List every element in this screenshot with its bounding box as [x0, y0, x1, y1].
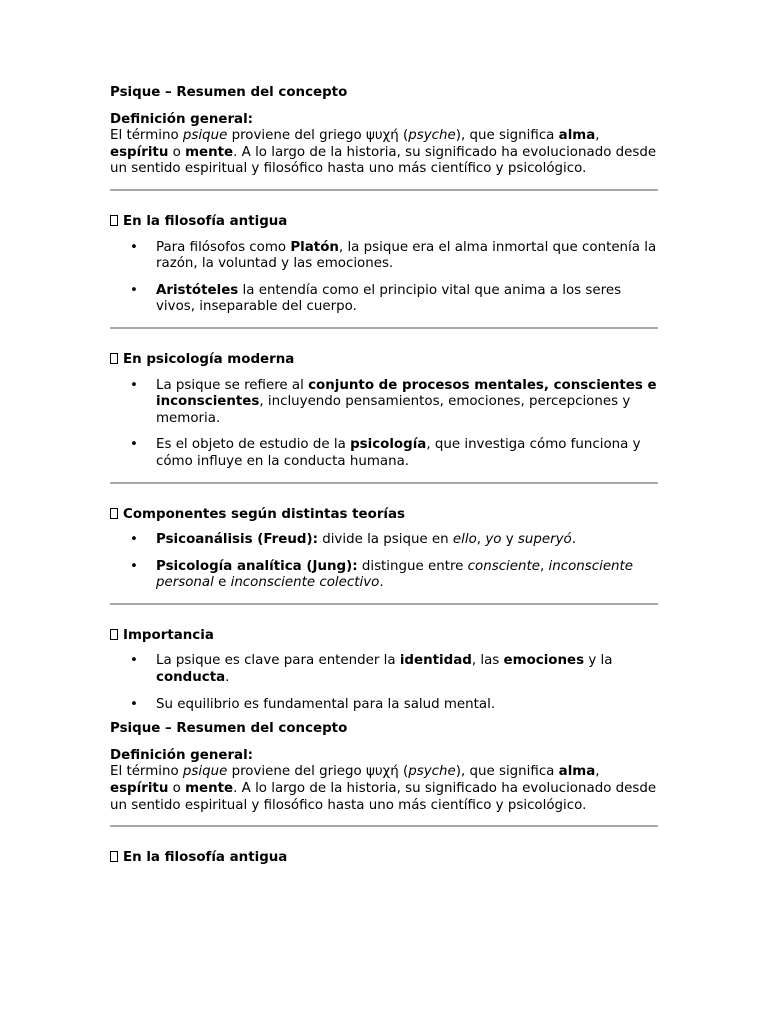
text-run: y [501, 532, 518, 548]
section-heading-filosofia-antigua-repeat [110, 850, 658, 867]
section-heading-componentes [110, 507, 658, 524]
list-item-text [156, 437, 641, 469]
missing-glyph-box-icon [110, 508, 118, 519]
list-item-text [156, 559, 633, 591]
text-run: , que investiga cómo funciona y cómo influye en la conducta humana. [156, 437, 641, 469]
text-run: Para filósofos como [156, 239, 291, 255]
text-run: proviene del griego ψυχή ( [227, 128, 409, 144]
list-item-text [156, 532, 576, 547]
list-item [110, 283, 658, 316]
italic-text: consciente [467, 558, 540, 574]
list-item [110, 653, 658, 686]
text-run: o [168, 781, 186, 797]
section-heading-filosofia-antigua [110, 214, 658, 231]
bold-text: espíritu [110, 144, 169, 160]
text-run: Su equilibrio es fundamental para la salud mental. [156, 696, 496, 712]
definition-heading: Definición general: [110, 111, 254, 127]
text-run: proviene del griego ψυχή ( [227, 764, 409, 780]
section-heading-label: En la filosofía antigua [123, 213, 288, 229]
missing-glyph-box-icon [110, 215, 118, 226]
text-run: . [379, 575, 384, 591]
document-title-repeat: Psique – Resumen del concepto [110, 721, 348, 737]
list-item-text [156, 378, 657, 426]
document-title: Psique – Resumen del concepto [110, 85, 348, 100]
text-run: la entendía como el principio vital que anima a los seres vivos, inseparable del cuerpo. [156, 282, 622, 315]
text-run: divide la psique en [317, 532, 453, 548]
text-run: , la psique era el alma inmortal que contenía la razón, la voluntad y las emociones. [156, 239, 657, 272]
section-divider [110, 603, 658, 605]
document-content [110, 85, 658, 876]
list-item [110, 532, 658, 549]
bullet-icon: • [130, 653, 138, 669]
italic-text: ello [452, 532, 477, 548]
text-run: La psique es clave para entender la [156, 653, 400, 669]
definition-text-repeat [110, 764, 658, 814]
definition-heading-repeat: Definición general: [110, 747, 254, 763]
italic-text: superyó [517, 532, 572, 548]
bullet-list [110, 240, 658, 316]
italic-text: inconsciente colectivo [230, 575, 380, 591]
bullet-list [110, 653, 658, 713]
list-item-text [156, 653, 612, 685]
text-run: El término [110, 128, 183, 144]
italic-text: yo [485, 532, 502, 548]
text-run: La psique se refiere al [156, 377, 309, 393]
bullet-icon: • [130, 558, 138, 574]
bold-text: alma [558, 764, 596, 780]
text-run: , [476, 532, 486, 548]
definition-text [110, 128, 658, 178]
text-run: , [595, 128, 600, 144]
italic-text: psyche [408, 128, 456, 144]
bullet-icon: • [130, 532, 138, 548]
list-item [110, 437, 658, 470]
bullet-icon: • [130, 437, 138, 453]
bold-text: conjunto de procesos mentales, conscientes e inconscientes [156, 377, 657, 410]
section-divider [110, 825, 658, 827]
text-run: . [225, 670, 230, 686]
italic-text: inconsciente personal [156, 558, 634, 591]
list-item [110, 697, 658, 714]
bold-text: conducta [156, 670, 226, 686]
bold-text: Aristóteles [156, 282, 239, 298]
text-run: distingue entre [357, 558, 468, 574]
bullet-icon: • [130, 696, 138, 712]
section-heading-label: En la filosofía antigua [123, 850, 288, 866]
text-run: ), que significa [455, 128, 559, 144]
text-run: . A lo largo de la historia, su significado ha evolucionado desde un sentido espiritual y filosófico hasta uno más científico y psicológico. [110, 781, 657, 813]
text-run: , [595, 764, 600, 780]
section-heading-label: Componentes según distintas teorías [123, 506, 406, 522]
bold-text: psicología [350, 437, 427, 453]
text-run: y la [584, 653, 613, 669]
text-run: ), que significa [455, 764, 559, 780]
missing-glyph-box-icon [110, 629, 118, 640]
text-run: . A lo largo de la historia, su significado ha evolucionado desde un sentido espiritual y filosófico hasta uno más científico y psicológico. [110, 144, 657, 177]
bold-text: Psicología analítica (Jung): [156, 558, 358, 574]
section-heading-label: Importancia [123, 627, 214, 643]
bold-text: identidad [399, 653, 472, 669]
text-run: El término [110, 764, 183, 780]
italic-text: psique [182, 128, 228, 144]
bold-text: emociones [503, 653, 585, 669]
bullet-list [110, 532, 658, 592]
section-divider [110, 189, 658, 191]
list-item [110, 559, 658, 592]
section-divider [110, 482, 658, 484]
text-run: , incluyendo pensamientos, emociones, percepciones y memoria. [156, 394, 631, 426]
list-item-text [156, 283, 621, 315]
text-run: , [540, 558, 549, 574]
bold-text: mente [185, 144, 234, 160]
text-run: , las [471, 653, 504, 669]
text-run: e [213, 575, 231, 591]
list-item-text [156, 697, 495, 712]
bold-text: espíritu [110, 781, 169, 797]
missing-glyph-box-icon [110, 353, 118, 364]
list-item-text [156, 240, 656, 272]
bullet-icon: • [130, 239, 138, 255]
bullet-icon: • [130, 282, 138, 298]
text-run: o [168, 144, 186, 160]
section-divider [110, 327, 658, 329]
bold-text: Psicoanálisis (Freud): [156, 532, 318, 548]
section-heading-psicologia-moderna [110, 352, 658, 369]
text-run: . [571, 532, 576, 548]
missing-glyph-box-icon [110, 851, 118, 862]
bold-text: alma [558, 128, 596, 144]
text-run: Es el objeto de estudio de la [156, 437, 351, 453]
bullet-icon: • [130, 377, 138, 393]
section-heading-label: En psicología moderna [123, 351, 295, 367]
italic-text: psique [182, 764, 228, 780]
section-heading-importancia [110, 628, 658, 645]
bullet-list [110, 378, 658, 471]
italic-text: psyche [408, 764, 456, 780]
bold-text: mente [185, 781, 234, 797]
bold-text: Platón [290, 239, 339, 255]
list-item [110, 378, 658, 428]
list-item [110, 240, 658, 273]
